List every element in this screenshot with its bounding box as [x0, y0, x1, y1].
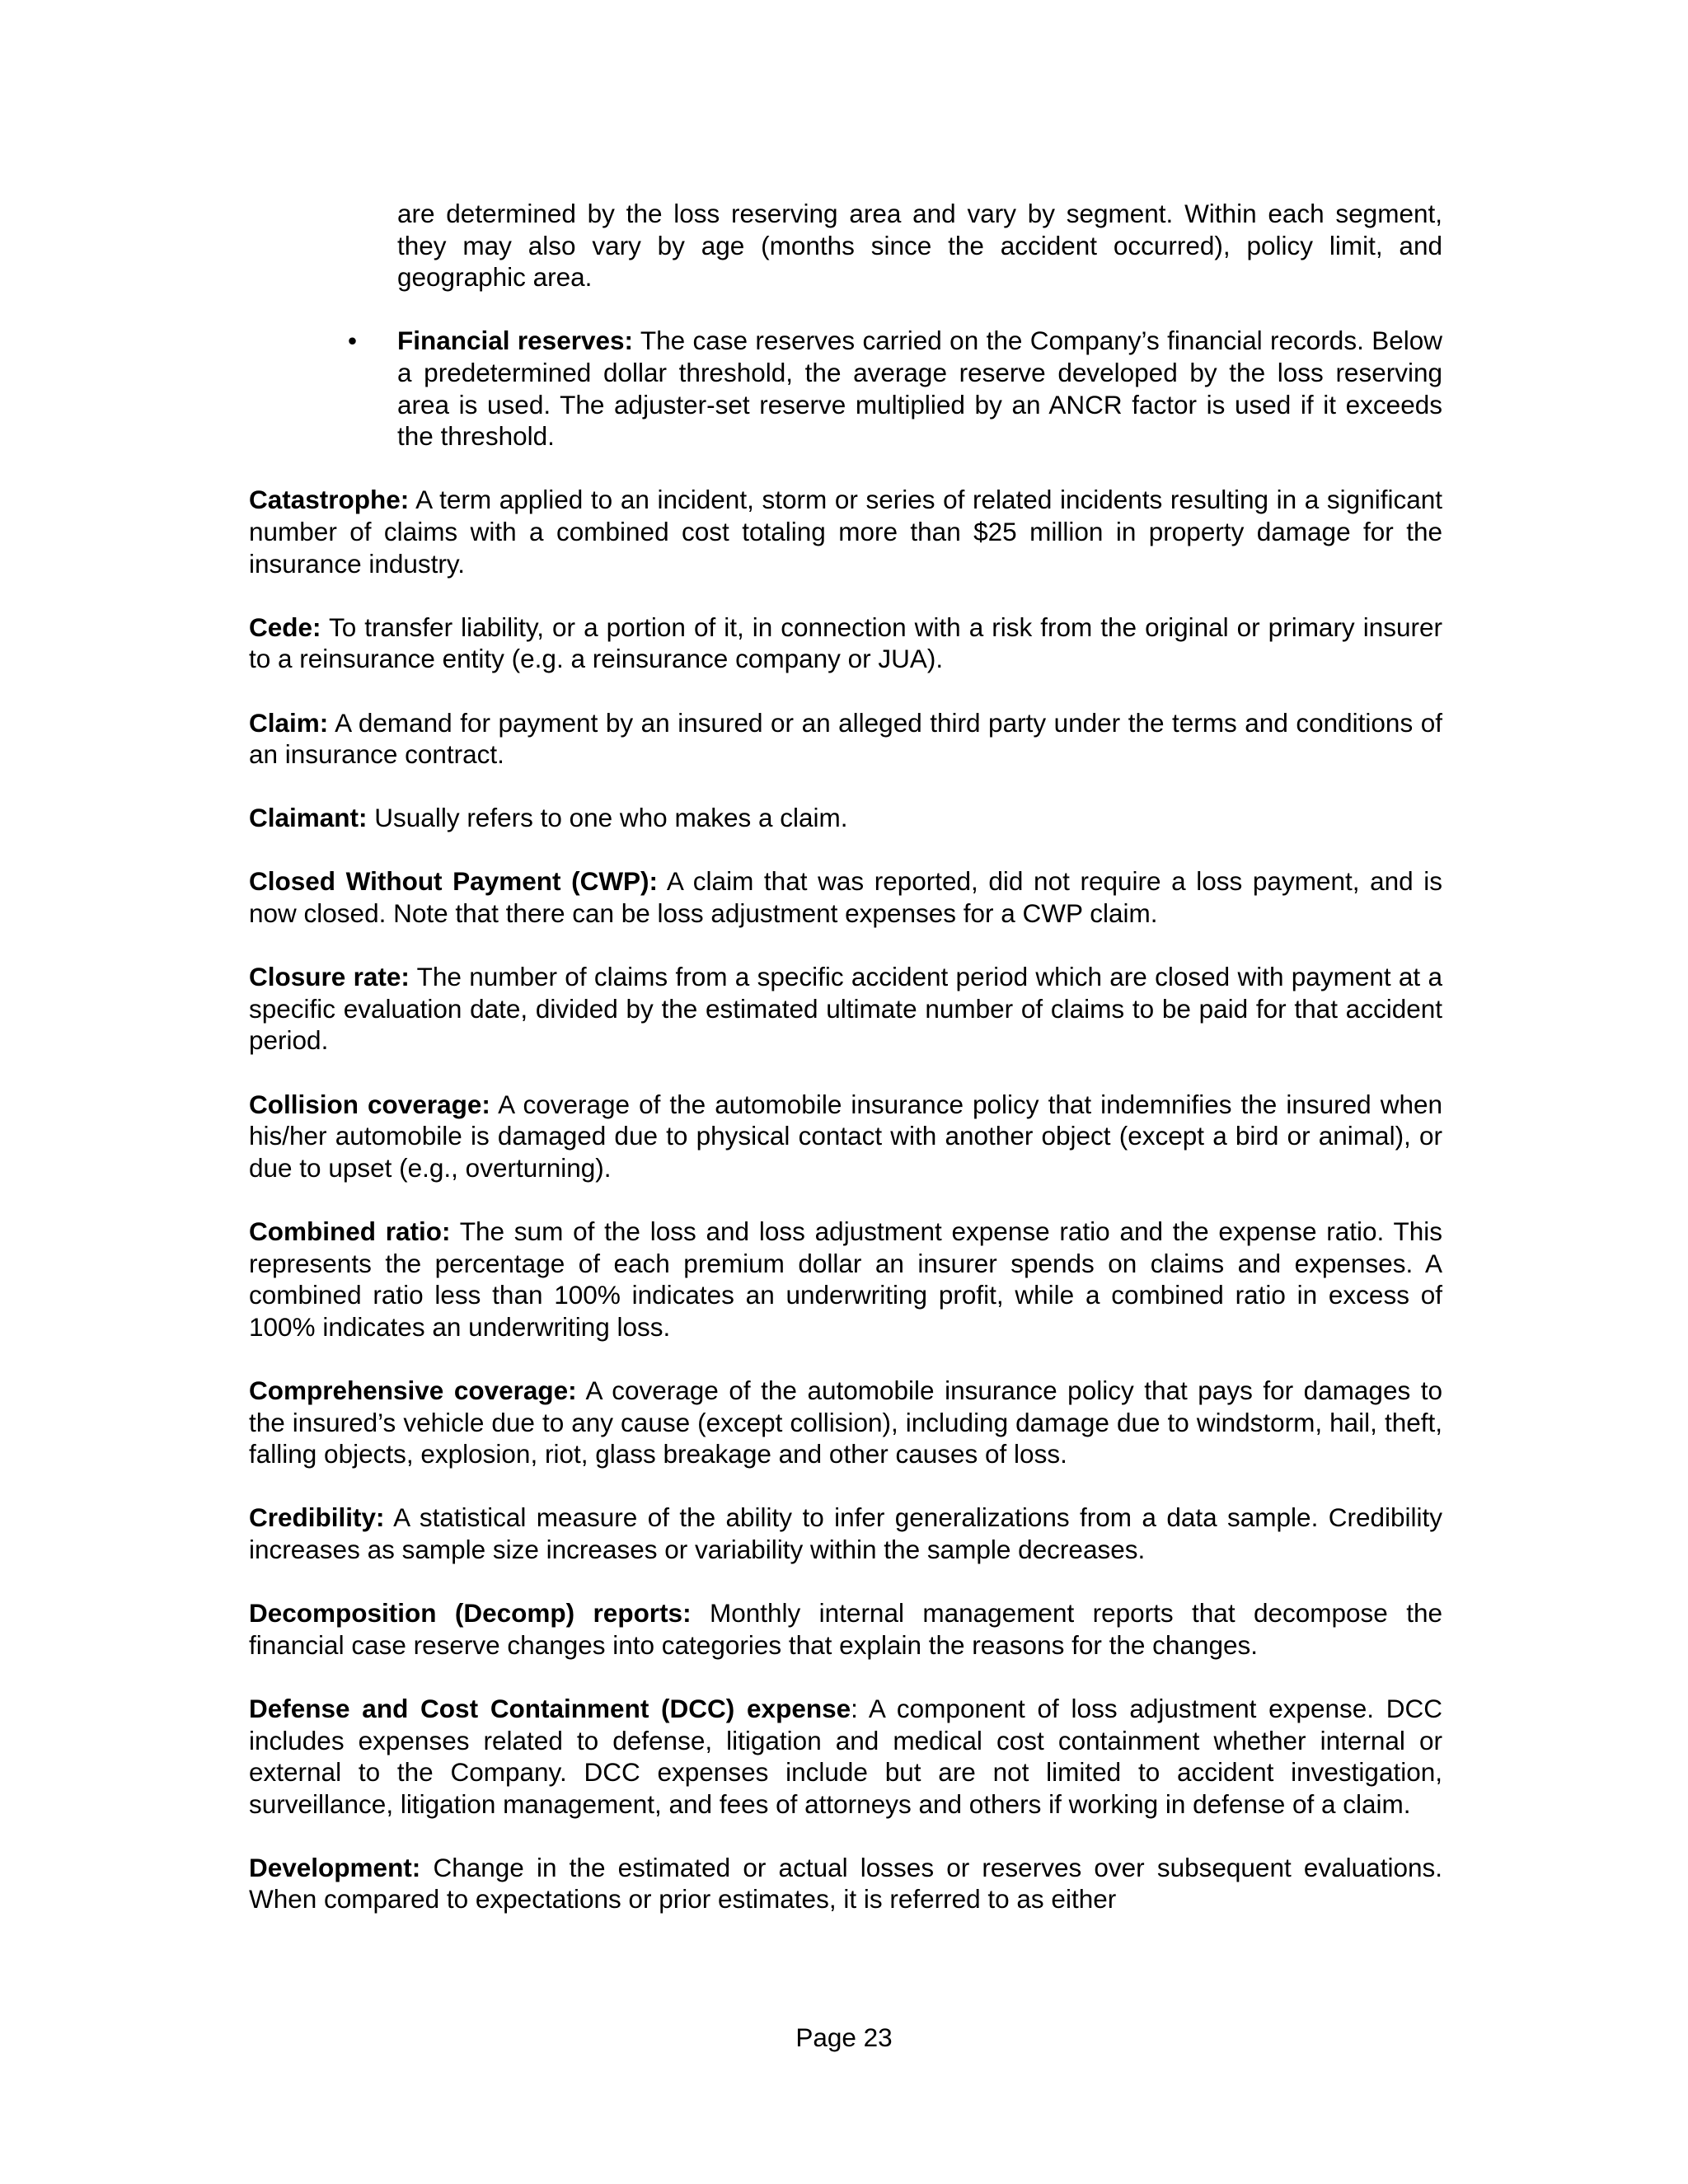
- glossary-definition: A coverage of the automobile insurance policy that pays for damages to the insured’s vehicle due to any cause (except collision), including damage due to windstorm, hail, theft, falling objects, explosion, riot, glass breakage and other causes of loss.: [249, 1375, 1442, 1469]
- glossary-term: Closed Without Payment (CWP):: [249, 866, 659, 897]
- glossary-entry-credibility: [249, 1502, 1442, 1565]
- glossary-term: Defense and Cost Containment (DCC) expense: [249, 1693, 851, 1723]
- bullet-icon: •: [348, 326, 358, 356]
- glossary-term: Decomposition (Decomp) reports:: [249, 1598, 692, 1629]
- glossary-definition: To transfer liability, or a portion of it, in connection with a risk from the original or primary insurer to a reinsurance entity (e.g. a reinsurance company or JUA).: [249, 612, 1442, 674]
- glossary-entry-decomp-reports: [249, 1597, 1442, 1661]
- glossary-term: Comprehensive coverage:: [249, 1375, 577, 1405]
- glossary-term: Collision coverage:: [249, 1089, 490, 1119]
- glossary-entry-claim: [249, 707, 1442, 771]
- glossary-entry-claimant: [249, 802, 1442, 834]
- glossary-entry-comprehensive-coverage: [249, 1375, 1442, 1470]
- glossary-entry-development: [249, 1852, 1442, 1915]
- page-number: Page 23: [795, 2022, 893, 2052]
- glossary-term: Combined ratio:: [249, 1216, 451, 1246]
- glossary-entry-dcc-expense: [249, 1693, 1442, 1820]
- glossary-term: Catastrophe:: [249, 485, 410, 515]
- continuation-paragraph: [397, 198, 1442, 293]
- glossary-term: Claim:: [249, 707, 329, 738]
- glossary-definition: The case reserves carried on the Company’s financial records. Below a predetermined dollar threshold, the average reserve developed by the loss reserving area is used. The adjuster-set reserve multiplied by an ANCR factor is used if it exceeds the threshold.: [397, 326, 1442, 452]
- glossary-term: Development:: [249, 1852, 421, 1882]
- glossary-term: Credibility:: [249, 1502, 385, 1533]
- glossary-definition: A statistical measure of the ability to infer generalizations from a data sample. Credibility increases as sample size increases or variability within the sample decreases.: [249, 1502, 1442, 1564]
- glossary-term: Cede:: [249, 612, 321, 642]
- page-footer: [0, 2022, 1688, 2053]
- glossary-definition: The number of claims from a specific accident period which are closed with payment at a specific evaluation date, divided by the estimated ultimate number of claims to be paid for that accident period.: [249, 962, 1443, 1056]
- glossary-entry-closure-rate: [249, 961, 1442, 1057]
- glossary-entry-collision-coverage: [249, 1089, 1442, 1184]
- glossary-definition: A demand for payment by an insured or an alleged third party under the terms and conditions of an insurance contract.: [249, 707, 1442, 770]
- glossary-term: Claimant:: [249, 803, 368, 833]
- glossary-term: Closure rate:: [249, 962, 410, 992]
- glossary-definition: : A component of loss adjustment expense. DCC includes expenses related to defense, litigation and medical cost containment whether internal or external to the Company. DCC expenses include but are not limited to accident investigation, surveillance, litigation management, and fees of attorneys and others if working in defense of a claim.: [249, 1693, 1442, 1819]
- glossary-body: [249, 198, 1442, 1947]
- glossary-entry-cede: [249, 612, 1442, 675]
- glossary-definition: A term applied to an incident, storm or series of related incidents resulting in a significant number of claims with a combined cost totaling more than $25 million in property damage for the insurance industry.: [249, 485, 1442, 579]
- glossary-entry-catastrophe: [249, 484, 1442, 579]
- continuation-text: are determined by the loss reserving area and vary by segment. Within each segment, they may also vary by age (months since the accident occurred), policy limit, and geographic area.: [397, 199, 1442, 293]
- glossary-entry-cwp: [249, 865, 1442, 929]
- glossary-definition: A claim that was reported, did not require a loss payment, and is now closed. Note that there can be loss adjustment expenses for a CWP claim.: [249, 866, 1443, 929]
- glossary-definition: Monthly internal management reports that decompose the financial case reserve changes into categories that explain the reasons for the changes.: [249, 1598, 1442, 1660]
- glossary-entry-combined-ratio: [249, 1216, 1442, 1343]
- glossary-definition: Change in the estimated or actual losses or reserves over subsequent evaluations. When compared to expectations or prior estimates, it is referred to as either: [249, 1852, 1442, 1915]
- bullet-item-financial-reserves: [348, 325, 1442, 452]
- glossary-term: Financial reserves:: [397, 326, 634, 356]
- glossary-definition: A coverage of the automobile insurance policy that indemnifies the insured when his/her automobile is damaged due to physical contact with another object (except a bird or animal), or due to upset (e.g., overturning).: [249, 1089, 1443, 1183]
- glossary-definition: Usually refers to one who makes a claim.: [367, 803, 848, 833]
- glossary-definition: The sum of the loss and loss adjustment expense ratio and the expense ratio. This represents the percentage of each premium dollar an insurer spends on claims and expenses. A combined ratio less than 100% indicates an underwriting profit, while a combined ratio in excess of 100% indicates an underwriting loss.: [249, 1216, 1442, 1342]
